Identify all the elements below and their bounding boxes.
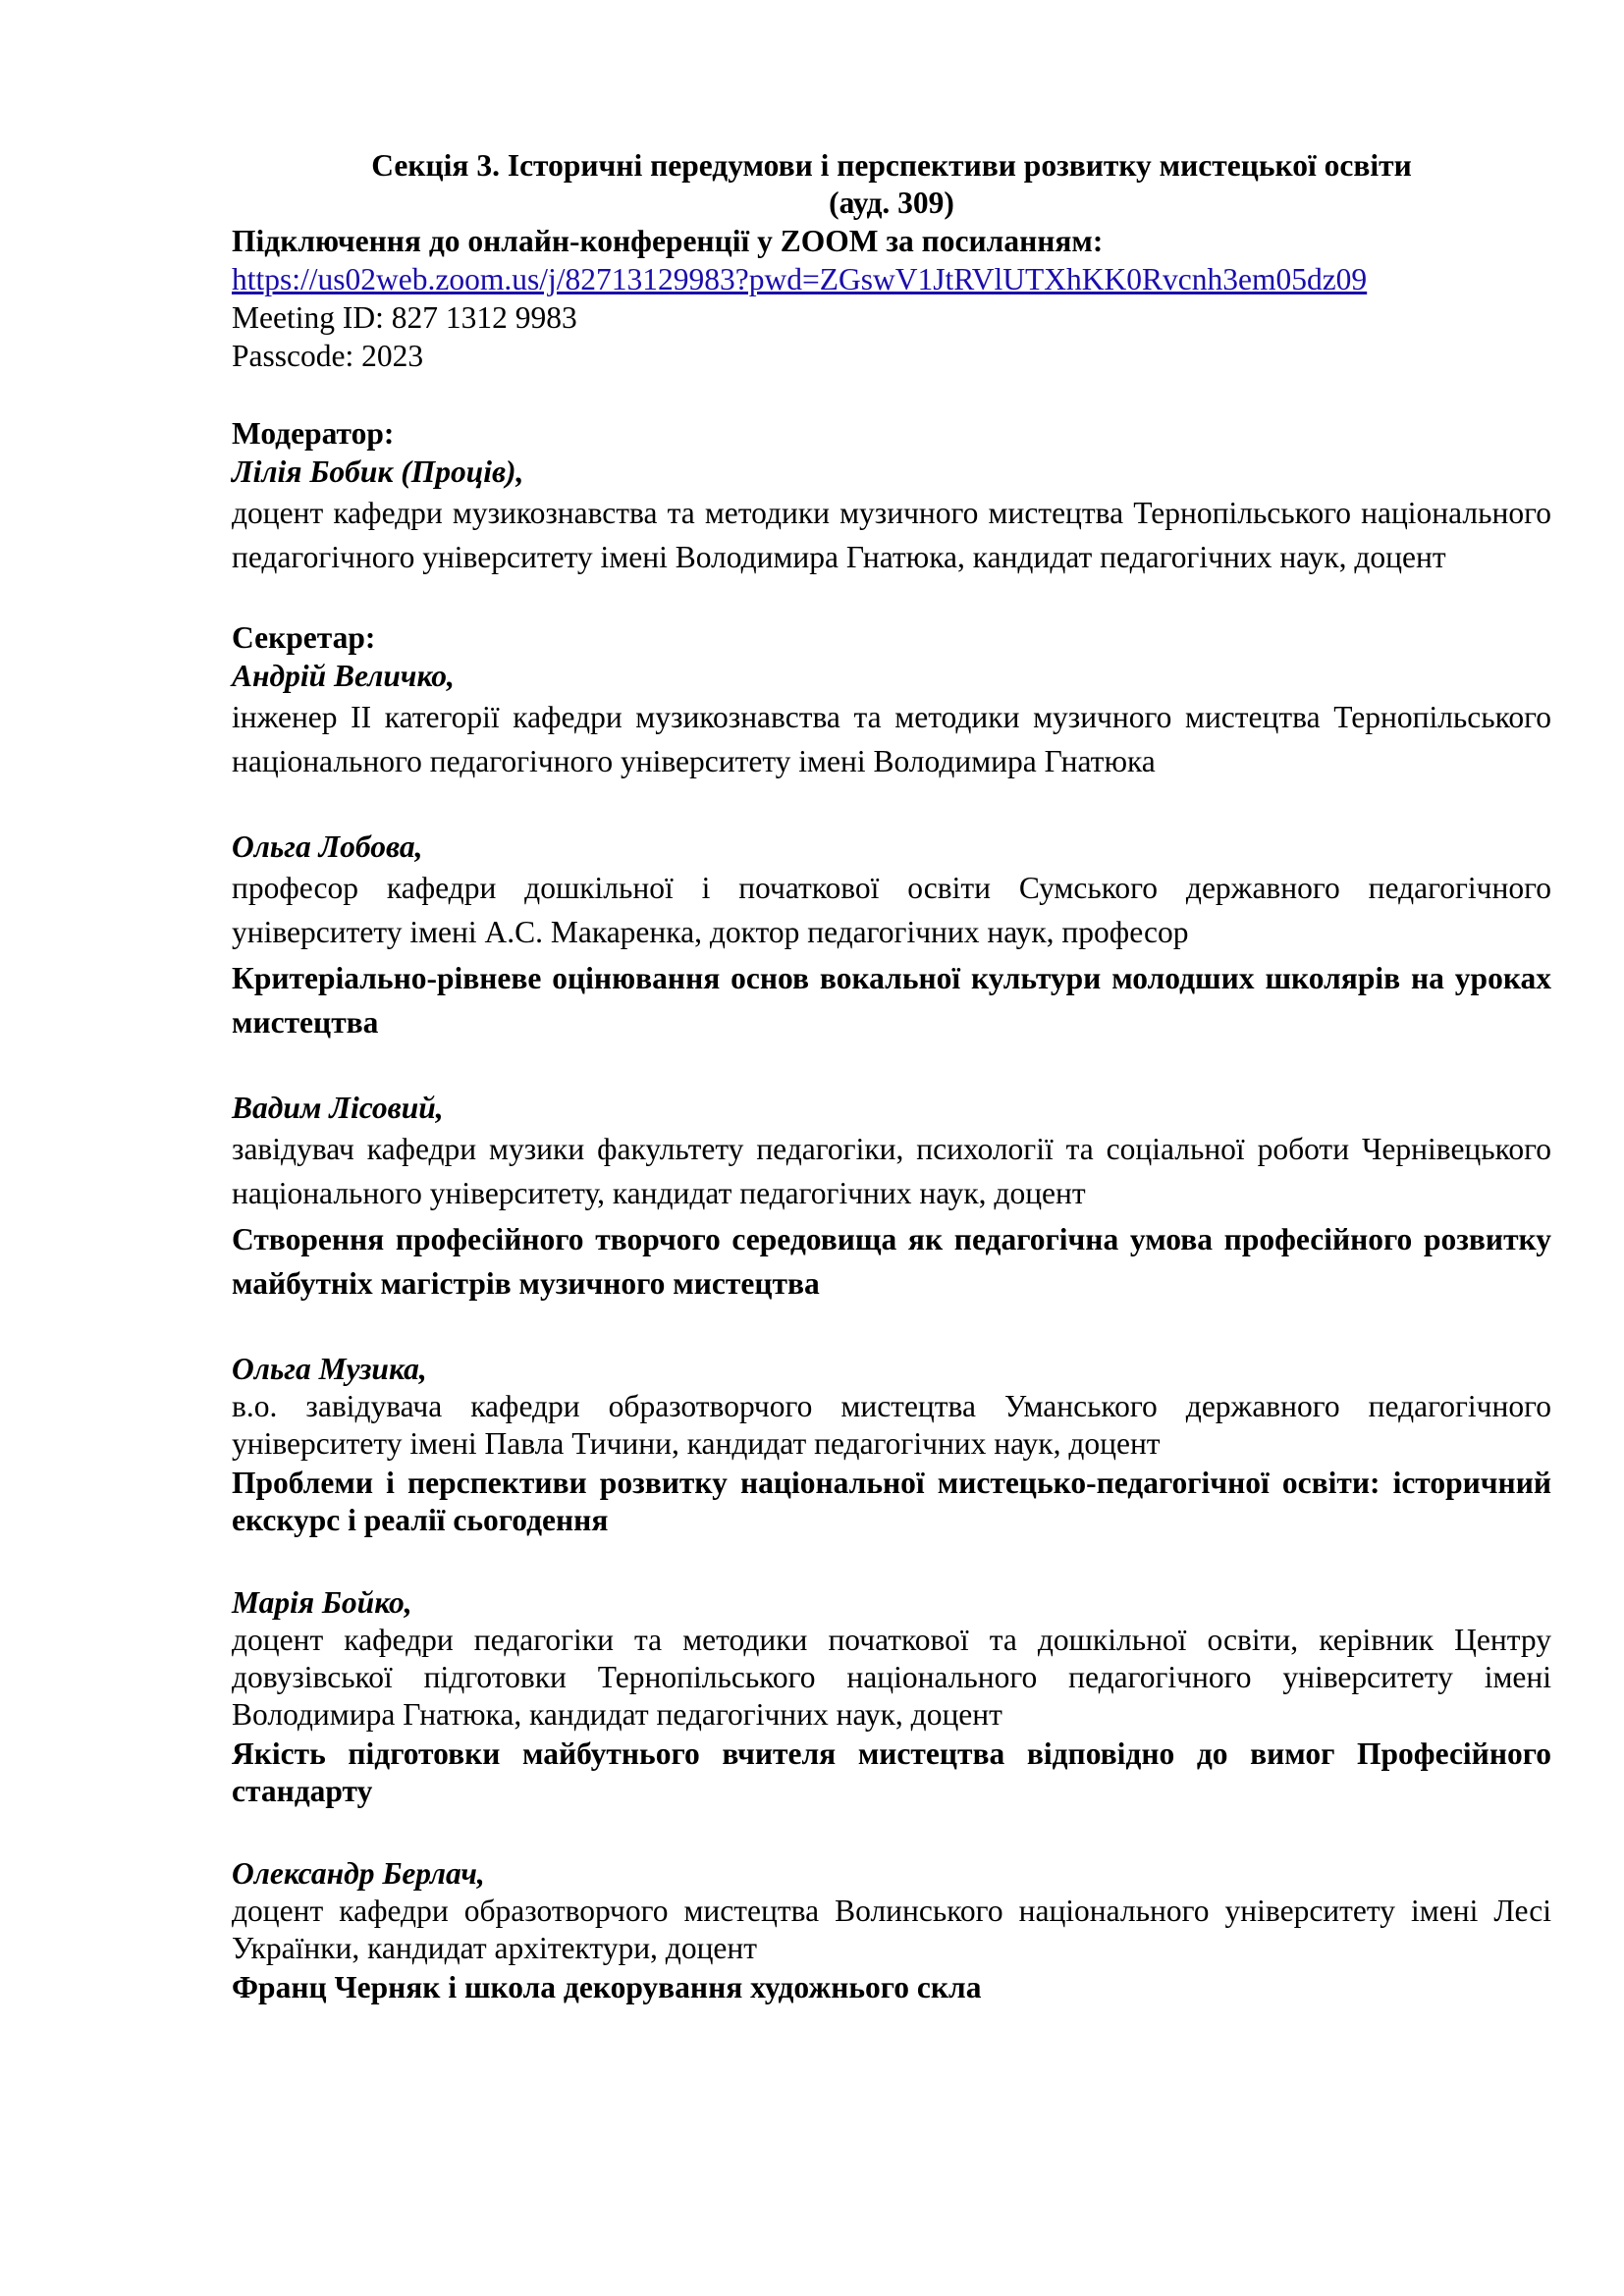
speaker-block [232,1089,1551,1306]
speaker-description: завідувач кафедри музики факультету педагогіки, психології та соціальної роботи Чернівецького національного університету, кандидат педагогічних наук, доцент [232,1132,1551,1210]
zoom-link[interactable]: https://us02web.zoom.us/j/82713129983?pwd=ZGswV1JtRVlUTXhKK0Rvcnh3em05dz09 [232,262,1368,296]
section-title: Секція 3. Історичні передумови і перспективи розвитку мистецької освіти [371,148,1412,183]
speaker-description: доцент кафедри педагогіки та методики початкової та дошкільної освіти, керівник Центру довузівської підготовки Тернопільського національного педагогічного університету імені Володимира Гнатюка, кандидат педагогічних наук, доцент [232,1623,1551,1732]
secretary-block [232,618,1551,783]
speaker-talk-title: Критеріально-рівневе оцінювання основ вокальної культури молодших школярів на уроках мистецтва [232,961,1551,1040]
moderator-label: Модератор: [232,416,395,451]
speaker-block [232,1350,1551,1539]
zoom-meeting-id: Meeting ID: 827 1312 9983 [232,300,577,335]
document-page [232,147,1551,2006]
section-room: (ауд. 309) [829,186,954,220]
speaker-name: Вадим Лісовий, [232,1091,444,1125]
zoom-passcode: Passcode: 2023 [232,339,424,373]
speaker-description: в.о. завідувача кафедри образотворчого мистецтва Уманського державного педагогічного університету імені Павла Тичини, кандидат педагогічних наук, доцент [232,1389,1551,1461]
speaker-name: Ольга Лобова, [232,829,423,864]
speaker-block [232,1854,1551,2006]
speaker-name: Ольга Музика, [232,1352,427,1386]
speaker-description: доцент кафедри образотворчого мистецтва Волинського національного університету імені Лесі Українки, кандидат архітектури, доцент [232,1894,1551,1965]
secretary-label: Секретар: [232,620,376,655]
moderator-block [232,414,1551,579]
speaker-description: професор кафедри дошкільної і початкової освіти Сумського державного педагогічного університету імені А.С. Макаренка, доктор педагогічних наук, професор [232,871,1551,949]
speaker-talk-title: Проблеми і перспективи розвитку національної мистецько-педагогічної освіти: історичний екскурс і реалії сьогодення [232,1466,1551,1537]
speaker-block [232,828,1551,1044]
secretary-description: інженер ІІ категорії кафедри музикознавства та методики музичного мистецтва Тернопільського національного педагогічного університету імені Володимира Гнатюка [232,700,1551,778]
speaker-name: Олександр Берлач, [232,1856,485,1891]
speaker-block [232,1583,1551,1810]
zoom-heading: Підключення до онлайн-конференції у ZOOM за посиланням: [232,224,1104,258]
moderator-description: доцент кафедри музикознавства та методики музичного мистецтва Тернопільського національного педагогічного університету імені Володимира Гнатюка, кандидат педагогічних наук, доцент [232,496,1551,574]
moderator-name: Лілія Бобик (Проців), [232,454,524,489]
speaker-talk-title: Якість підготовки майбутнього вчителя мистецтва відповідно до вимог Професійного стандарту [232,1736,1551,1808]
speaker-name: Марія Бойко, [232,1585,412,1620]
secretary-name: Андрій Величко, [232,659,455,693]
speaker-talk-title: Створення професійного творчого середовища як педагогічна умова професійного розвитку майбутніх магістрів музичного мистецтва [232,1222,1551,1301]
speaker-talk-title: Франц Черняк і школа декорування художнього скла [232,1970,982,2004]
